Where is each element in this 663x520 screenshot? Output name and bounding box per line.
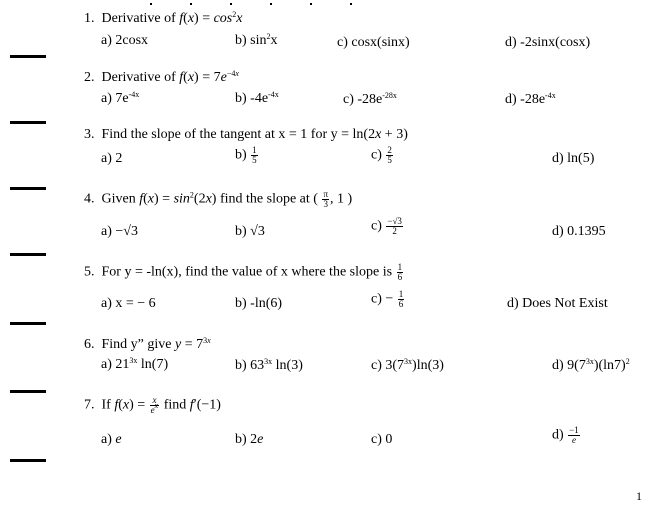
q1-option-c: c) cosx(sinx) [337, 35, 410, 50]
question-2-stem: 2. Derivative of $f(x) = 7e^{-4x}$ [84, 69, 239, 85]
page-number: 1 [636, 489, 642, 503]
question-5-stem: 5. For y = -ln(x), find the value of x where the slope is $\frac{1}{6}$ [84, 262, 403, 282]
q3-option-c: c) $\frac{2}{5}$ [371, 145, 392, 165]
q1-option-b: b) $\sin^2x$ [235, 32, 278, 48]
q5-option-d: d) Does Not Exist [507, 296, 608, 311]
q1-option-d: d) -2sinx(cosx) [505, 35, 591, 50]
answer-blank-5[interactable] [10, 322, 46, 325]
question-6-stem: 6. Find y” give $y = 7^{3x}$ [84, 336, 211, 352]
q6-option-c: c) $3(7^{3x})\ln(3)$ [371, 357, 444, 373]
answer-blank-2[interactable] [10, 121, 46, 124]
answer-blank-4[interactable] [10, 253, 46, 256]
question-4-stem: 4. Given $f(x) = \sin^2(2x)$ find the slope at ( $\frac{\pi}{3}$ , 1 ) [84, 189, 353, 209]
q3-option-a: a) 2 [101, 151, 123, 166]
q6-option-a: a) $21^{3x}$ ln(7) [101, 356, 169, 372]
q4-option-c: c) $\frac{-√3}{2}$ [371, 216, 402, 236]
question-3-stem: 3. Find the slope of the tangent at x = 1 for y = ln(2x + 3) [84, 127, 408, 142]
q6-option-b: b) $63^{3x}$ ln(3) [235, 357, 303, 373]
question-1-stem: 1. Derivative of $f(x) = \cos^2x$ [84, 10, 243, 26]
q7-option-c: c) 0 [371, 432, 393, 447]
q1-option-a: a) 2cosx [101, 33, 149, 48]
q4-option-a: a) −√3 [101, 224, 138, 239]
q2-option-a: a) $7e^{-4x}$ [101, 90, 140, 106]
answer-blank-7[interactable] [10, 459, 46, 462]
q4-option-b: b) √3 [235, 224, 265, 239]
q4-option-d: d) 0.1395 [552, 224, 606, 239]
q5-option-a: a) x = − 6 [101, 296, 156, 311]
q2-option-d: d) $-28e^{-4x}$ [505, 91, 556, 107]
q7-option-b: b) 2e [235, 432, 264, 447]
clipped-top-marks [150, 0, 450, 2]
q5-option-b: b) -ln(6) [235, 296, 283, 311]
q2-option-b: b) $-4e^{-4x}$ [235, 90, 279, 106]
answer-blank-6[interactable] [10, 390, 46, 393]
answer-blank-3[interactable] [10, 187, 46, 190]
question-number: 1. [84, 11, 95, 26]
q2-option-c: c) $-28e^{-28x}$ [343, 91, 397, 107]
q7-option-d: d) $\frac{-1}{e}$ [552, 425, 579, 445]
question-7-stem: 7. If f(x) = $\frac{x}{e^x}$ find f′(−1) [84, 395, 221, 415]
q7-option-a: a) e [101, 432, 122, 447]
q3-option-b: b) $\frac{1}{5}$ [235, 145, 257, 165]
q5-option-c: c) − $\frac{1}{6}$ [371, 289, 404, 309]
answer-blank-1[interactable] [10, 55, 46, 58]
q6-option-d: d) $9(7^{3x})(\ln 7)^2$ [552, 357, 630, 373]
q3-option-d: d) ln(5) [552, 151, 595, 166]
